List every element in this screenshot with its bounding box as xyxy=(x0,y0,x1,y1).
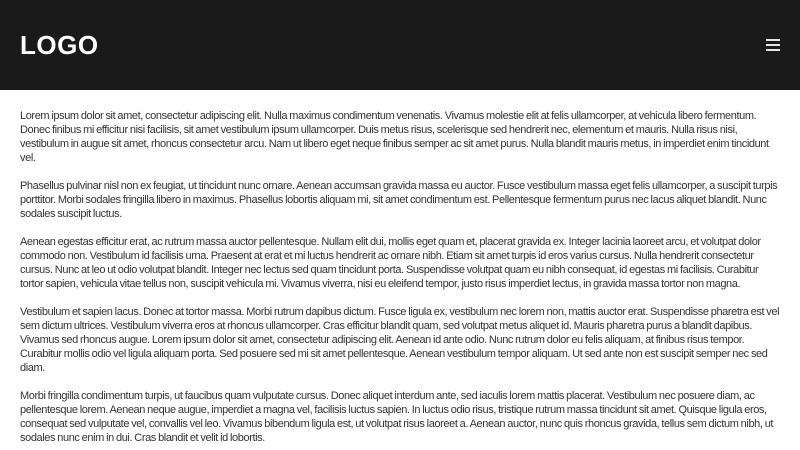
header-bar xyxy=(0,0,800,90)
paragraph-2: Phasellus pulvinar nisl non ex feugiat, ut tincidunt nunc ornare. Aenean accumsan gravida massa eu auctor. Fusce vestibulum massa eget felis ullamcorper, a suscipit turpis porttitor. Morbi sodales fringilla libero in maximus. Phasellus lobortis aliquam mi, sit amet condimentum est. Pellentesque fermentum purus nec lacus aliquet blandit. Nunc sodales suscipit luctus. xyxy=(20,180,778,220)
paragraph-1: Lorem ipsum dolor sit amet, consectetur adipiscing elit. Nulla maximus condimentum venenatis. Vivamus molestie elit at felis ullamcorper, at vehicula libero fermentum. Donec finibus mi efficitur nisi facilisis, sit amet vestibulum ipsum ullamcorper. Duis metus risus, scelerisque sed hendrerit nec, elementum et mauris. Nulla risus nisi, vestibulum in augue sit amet, rhoncus consectetur arcu. Nam ut libero eget neque finibus semper ac sit amet purus. Nulla blandit mauris metus, in imperdiet enim tincidunt vel. xyxy=(20,110,769,164)
paragraph-4: Vestibulum et sapien lacus. Donec at tortor massa. Morbi rutrum dapibus dictum. Fusce ligula ex, vestibulum nec lorem non, mattis auctor erat. Suspendisse pharetra est vel sem dictum ultrices. Vestibulum viverra eros at rhoncus ullamcorper. Cras efficitur blandit quam, sed volutpat metus aliquet id. Mauris pharetra purus a blandit dapibus. Vivamus sed rhoncus augue. Lorem ipsum dolor sit amet, consectetur adipiscing elit. Aenean id ante odio. Nunc rutrum dolor eu felis aliquam, at finibus risus tempor. Curabitur mollis odio vel ligula aliquam porta. Sed posuere sed mi sit amet pellentesque. Aenean vestibulum tempor aliquam. Ut sed ante non est suscipit semper nec sed diam. xyxy=(20,306,780,374)
menu-button[interactable] xyxy=(766,35,780,55)
site-logo[interactable]: LOGO xyxy=(20,29,99,60)
paragraph-5: Morbi fringilla condimentum turpis, ut faucibus quam vulputate cursus. Donec aliquet interdum ante, sed iaculis lorem mattis placerat. Vestibulum nec posuere diam, ac pellentesque lorem. Aenean neque augue, imperdiet a magna vel, facilisis luctus sapien. In luctus odio risus, tristique rutrum massa tincidunt sit amet. Quisque ligula eros, consequat sed vulputate vel, convallis vel leo. Vivamus bibendum ligula est, ut volutpat risus laoreet a. Aenean auctor, nunc quis rhoncus gravida, tellus sem dictum nibh, ut sodales nunc enim in dui. Cras blandit et velit id lobortis. xyxy=(20,390,774,444)
hamburger-bar xyxy=(766,49,780,51)
hamburger-icon xyxy=(766,39,780,51)
page-content xyxy=(0,90,800,445)
hamburger-bar xyxy=(766,44,780,46)
paragraph-3: Aenean egestas efficitur erat, ac rutrum massa auctor pellentesque. Nullam elit dui, mollis eget quam et, placerat gravida ex. Integer lacinia laoreet arcu, et volutpat dolor commodo non. Vestibulum id facilisis urna. Praesent at erat et mi luctus hendrerit ac ornare nibh. Etiam sit amet turpis id eros varius cursus. Nulla hendrerit consectetur cursus. Nunc at leo ut odio volutpat blandit. Integer nec lectus sed quam tincidunt porta. Suspendisse volutpat quam eu nibh consequat, id egestas mi facilisis. Curabitur tortor sapien, vehicula vitae tellus non, suscipit vehicula mi. Vivamus viverra, nisi eu eleifend tempor, justo risus imperdiet lectus, in gravida massa tortor non magna. xyxy=(20,236,761,290)
hamburger-bar xyxy=(766,39,780,41)
